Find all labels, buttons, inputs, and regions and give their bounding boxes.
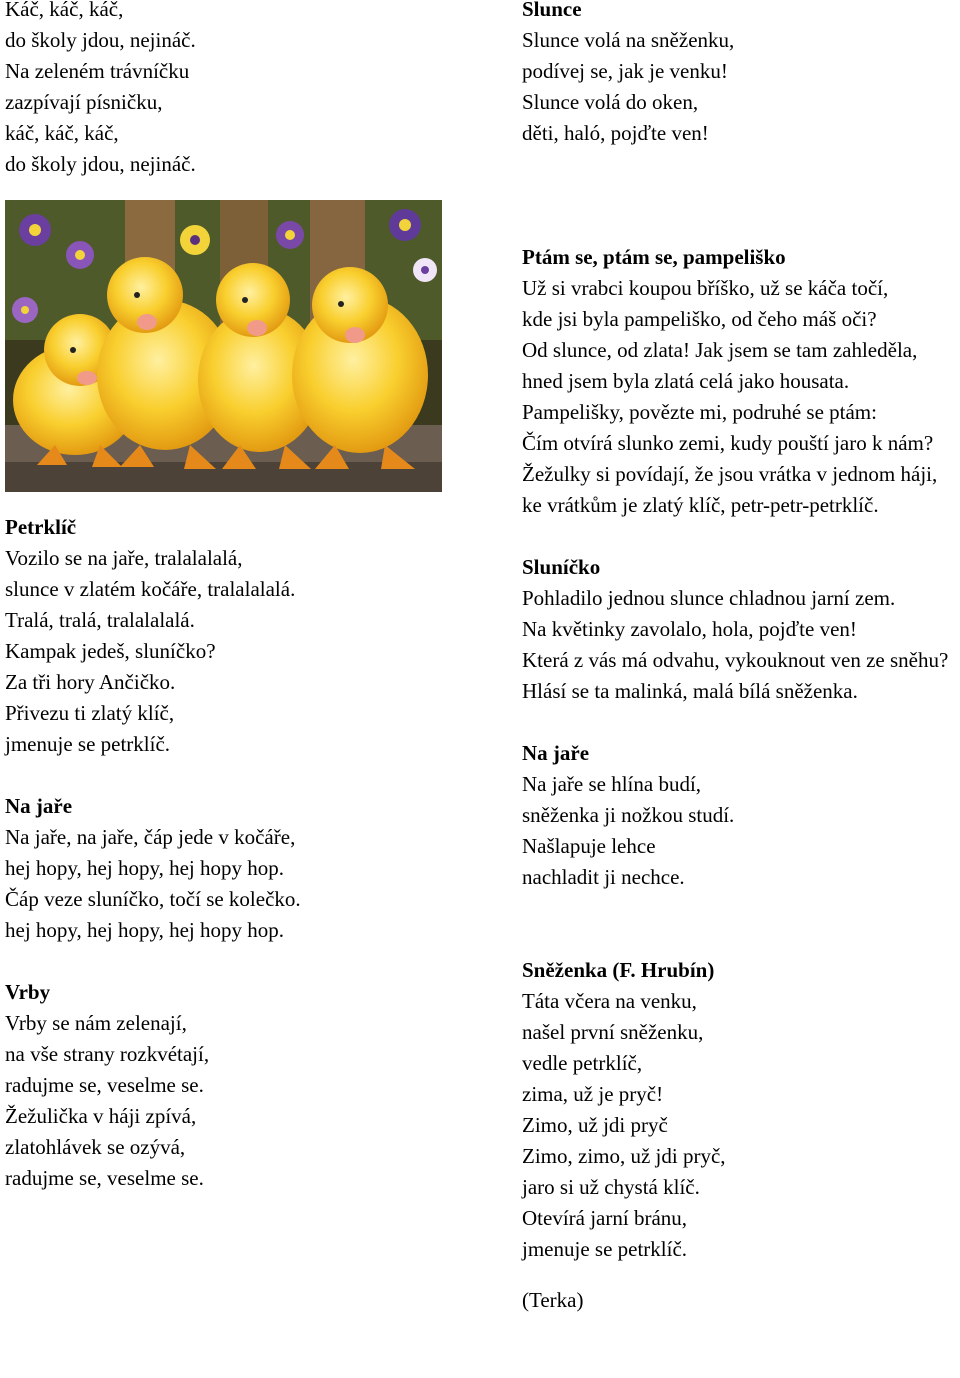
- verse-line: Zimo, už jdi pryč: [522, 1113, 668, 1137]
- poem-slunicko: [522, 552, 960, 707]
- poem-na-jare: [5, 791, 495, 946]
- verse-line: jmenuje se petrklíč.: [5, 732, 171, 756]
- poem-author: (Terka): [522, 1288, 584, 1312]
- verse-line: Přivezu ti zlatý klíč,: [5, 701, 175, 725]
- verse-line: Žežulky si povídají, že jsou vrátka v jednom háji,: [522, 462, 938, 486]
- verse-line: zlatohlávek se ozývá,: [5, 1135, 186, 1159]
- verse-line: hej hopy, hej hopy, hej hopy hop.: [5, 856, 284, 880]
- verse-line: Čáp veze sluníčko, točí se kolečko.: [5, 887, 301, 911]
- verse-line: Zimo, zimo, už jdi pryč,: [522, 1144, 726, 1168]
- verse-line: do školy jdou, nejináč.: [5, 28, 196, 52]
- verse-line: Pohladilo jednou slunce chladnou jarní zem.: [522, 586, 896, 610]
- verse-line: vedle petrklíč,: [522, 1051, 643, 1075]
- verse-line: zima, už je pryč!: [522, 1082, 664, 1106]
- verse-line: Na zeleném trávníčku: [5, 59, 190, 83]
- verse-line: hned jsem byla zlatá celá jako housata.: [522, 369, 850, 393]
- verse-line: Na jaře, na jaře, čáp jede v kočáře,: [5, 825, 296, 849]
- verse-line: Která z vás má odvahu, vykouknout ven ze sněhu?: [522, 648, 949, 672]
- verse-line: ke vrátkům je zlatý klíč, petr-petr-petrklíč.: [522, 493, 879, 517]
- ducklings-photo: [5, 200, 442, 492]
- verse-line: Táta včera na venku,: [522, 989, 697, 1013]
- poem-title: Slunce: [522, 0, 582, 21]
- verse-line: nachladit ji nechce.: [522, 865, 685, 889]
- poem-title: Ptám se, ptám se, pampeliško: [522, 245, 786, 269]
- verse-line: děti, haló, pojďte ven!: [522, 121, 709, 145]
- verse-line: Kampak jedeš, sluníčko?: [5, 639, 216, 663]
- verse-line: Žežulička v háji zpívá,: [5, 1104, 197, 1128]
- verse-line: Už si vrabci koupou bříško, už se káča točí,: [522, 276, 889, 300]
- poem-title: Sněženka (F. Hrubín): [522, 958, 715, 982]
- verse-line: Na jaře se hlína budí,: [522, 772, 702, 796]
- verse-line: radujme se, veselme se.: [5, 1166, 204, 1190]
- poem-na-jare-2: [522, 738, 960, 893]
- verse-line: Slunce volá do oken,: [522, 90, 699, 114]
- verse-line: jmenuje se petrklíč.: [522, 1237, 688, 1261]
- verse-line: Čím otvírá slunko zemi, kudy pouští jaro k nám?: [522, 431, 934, 455]
- verse-line: zazpívají písničku,: [5, 90, 163, 114]
- right-column: [522, 0, 960, 1316]
- poem-petrklic: [5, 512, 495, 760]
- verse-line: Tralá, tralá, tralalalalá.: [5, 608, 195, 632]
- verse-line: Káč, káč, káč,: [5, 0, 124, 21]
- verse-line: Hlásí se ta malinká, malá bílá sněženka.: [522, 679, 858, 703]
- poem-title: Vrby: [5, 980, 51, 1004]
- verse-line: káč, káč, káč,: [5, 121, 119, 145]
- verse-line: Vrby se nám zelenají,: [5, 1011, 187, 1035]
- verse-line: Slunce volá na sněženku,: [522, 28, 735, 52]
- verse-line: Otevírá jarní bránu,: [522, 1206, 688, 1230]
- verse-line: do školy jdou, nejináč.: [5, 152, 196, 176]
- poem-intro: [5, 0, 495, 180]
- poem-title: Na jaře: [522, 741, 590, 765]
- ducklings-illustration: [5, 200, 442, 492]
- verse-line: Na květinky zavolalo, hola, pojďte ven!: [522, 617, 857, 641]
- verse-line: radujme se, veselme se.: [5, 1073, 204, 1097]
- verse-line: Od slunce, od zlata! Jak jsem se tam zahleděla,: [522, 338, 918, 362]
- verse-line: Vozilo se na jaře, tralalalalá,: [5, 546, 243, 570]
- verse-line: hej hopy, hej hopy, hej hopy hop.: [5, 918, 284, 942]
- verse-line: Pampelišky, povězte mi, podruhé se ptám:: [522, 400, 877, 424]
- poem-title: Na jaře: [5, 794, 73, 818]
- verse-line: podívej se, jak je venku!: [522, 59, 728, 83]
- poem-vrby: [5, 977, 495, 1194]
- poem-slunce: [522, 0, 960, 149]
- left-column: [5, 0, 495, 1194]
- verse-line: Za tři hory Ančičko.: [5, 670, 176, 694]
- verse-line: Našlapuje lehce: [522, 834, 656, 858]
- poem-title: Sluníčko: [522, 555, 601, 579]
- verse-line: jaro si už chystá klíč.: [522, 1175, 700, 1199]
- poem-title: Petrklíč: [5, 515, 77, 539]
- verse-line: sněženka ji nožkou studí.: [522, 803, 735, 827]
- poem-ptam-se: [522, 242, 960, 521]
- verse-line: kde jsi byla pampeliško, od čeho máš oči?: [522, 307, 877, 331]
- verse-line: našel první sněženku,: [522, 1020, 704, 1044]
- verse-line: slunce v zlatém kočáře, tralalalalá.: [5, 577, 296, 601]
- verse-line: na vše strany rozkvétají,: [5, 1042, 210, 1066]
- poem-snezenka: [522, 955, 960, 1316]
